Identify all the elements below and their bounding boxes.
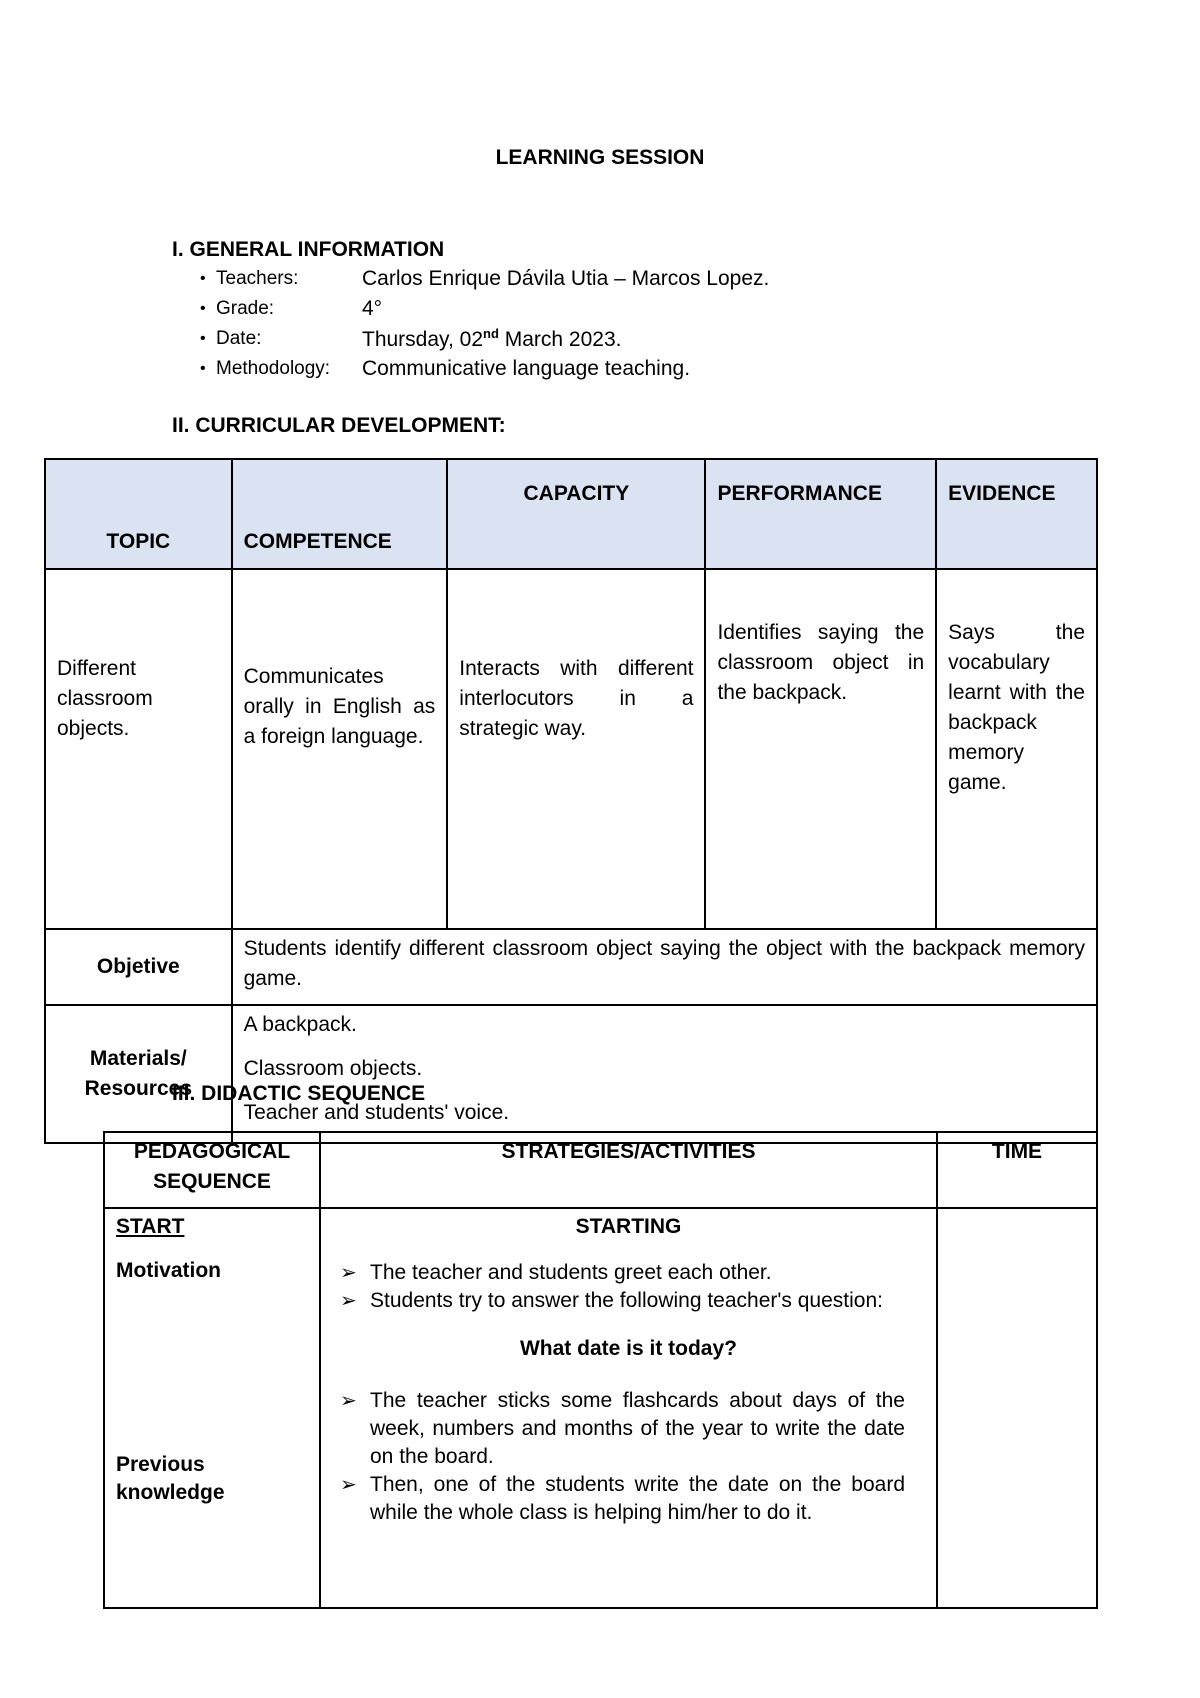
question-text: What date is it today? [519, 1337, 737, 1360]
material-item: A backpack. [243, 1013, 357, 1036]
table-row [45, 569, 1097, 929]
list-item [340, 1471, 905, 1527]
header-topic: TOPIC [45, 459, 232, 569]
general-info-list [200, 264, 769, 384]
cell-topic: Different classroom objects. [45, 569, 232, 929]
page-title: LEARNING SESSION [495, 146, 705, 169]
didactic-heading: III. DIDACTIC SEQUENCE [172, 1082, 426, 1105]
start-label: START [116, 1215, 185, 1238]
bullet-icon: • [200, 270, 206, 287]
info-label: Grade: [216, 298, 275, 319]
curricular-table [44, 458, 1098, 1144]
material-item: Teacher and students' voice. [243, 1101, 510, 1124]
date-suffix: nd [483, 326, 499, 341]
activity-text: Students try to answer the following teacher's question: [370, 1289, 883, 1312]
bullet-icon: • [200, 360, 206, 377]
materials-label: Materials/ Resources [45, 1005, 232, 1143]
activity-text: Then, one of the students write the date on the board while the whole class is helping him/her to do it. [370, 1473, 905, 1524]
arrow-bullet-icon: ➢ [340, 1290, 357, 1312]
seq-header-row [104, 1132, 1097, 1208]
header-strategies: STRATEGIES/ACTIVITIES [320, 1132, 937, 1208]
info-label: Teachers: [216, 268, 299, 289]
arrow-bullet-icon: ➢ [340, 1262, 357, 1284]
general-info-heading: I. GENERAL INFORMATION [172, 238, 445, 261]
material-item: Classroom objects. [243, 1057, 423, 1080]
info-row-grade [200, 294, 769, 324]
info-row-date [200, 324, 769, 354]
cell-capacity: Interacts with different interlocutors in a strategic way. [447, 569, 705, 929]
header-capacity: CAPACITY [447, 459, 705, 569]
info-value [362, 326, 621, 352]
table-header-row [45, 459, 1097, 569]
bullet-icon: • [200, 330, 206, 347]
objective-text: Students identify different classroom object saying the object with the backpack memory game. [232, 929, 1097, 1005]
list-item [340, 1387, 905, 1471]
date-main: Thursday, 02 [362, 328, 484, 351]
objective-row [45, 929, 1097, 1005]
sequence-cell [104, 1208, 320, 1608]
cell-performance: Identifies saying the classroom object in the backpack. [705, 569, 936, 929]
header-evidence: EVIDENCE [936, 459, 1097, 569]
info-row-teachers [200, 264, 769, 294]
activity-text: The teacher and students greet each other. [370, 1261, 772, 1284]
didactic-table [103, 1131, 1098, 1609]
header-competence: COMPETENCE [232, 459, 448, 569]
activity-list-2 [332, 1387, 925, 1527]
info-value: Carlos Enrique Dávila Utia – Marcos Lopez. [362, 267, 770, 290]
header-performance: PERFORMANCE [705, 459, 936, 569]
header-time: TIME [937, 1132, 1097, 1208]
info-row-methodology [200, 354, 769, 384]
start-row [104, 1208, 1097, 1608]
starting-heading: STARTING [575, 1215, 682, 1238]
curricular-heading: II. CURRICULAR DEVELOPMENT: [172, 414, 506, 437]
previous-knowledge-label: Previous knowledge [116, 1453, 225, 1504]
objective-label: Objetive [45, 929, 232, 1005]
bullet-icon: • [200, 300, 206, 317]
cell-evidence: Says the vocabulary learnt with the backpack memory game. [936, 569, 1097, 929]
arrow-bullet-icon: ➢ [340, 1474, 357, 1496]
list-item [340, 1259, 905, 1287]
info-value: 4° [362, 297, 383, 320]
info-value: Communicative language teaching. [362, 357, 691, 380]
arrow-bullet-icon: ➢ [340, 1390, 357, 1412]
info-label: Date: [216, 328, 262, 349]
strategies-cell [320, 1208, 937, 1608]
activity-list-1 [332, 1259, 925, 1315]
activity-text: The teacher sticks some flashcards about days of the week, numbers and months of the year to write the date on the board. [370, 1389, 905, 1468]
materials-list [232, 1005, 1097, 1143]
list-item [340, 1287, 905, 1315]
date-rest: March 2023. [498, 328, 622, 351]
materials-row [45, 1005, 1097, 1143]
info-label: Methodology: [216, 358, 331, 379]
header-pedagogical-sequence: PEDAGOGICAL SEQUENCE [104, 1132, 320, 1208]
cell-competence: Communicates orally in English as a foreign language. [232, 569, 448, 929]
time-cell [937, 1208, 1097, 1608]
motivation-label: Motivation [116, 1259, 221, 1282]
